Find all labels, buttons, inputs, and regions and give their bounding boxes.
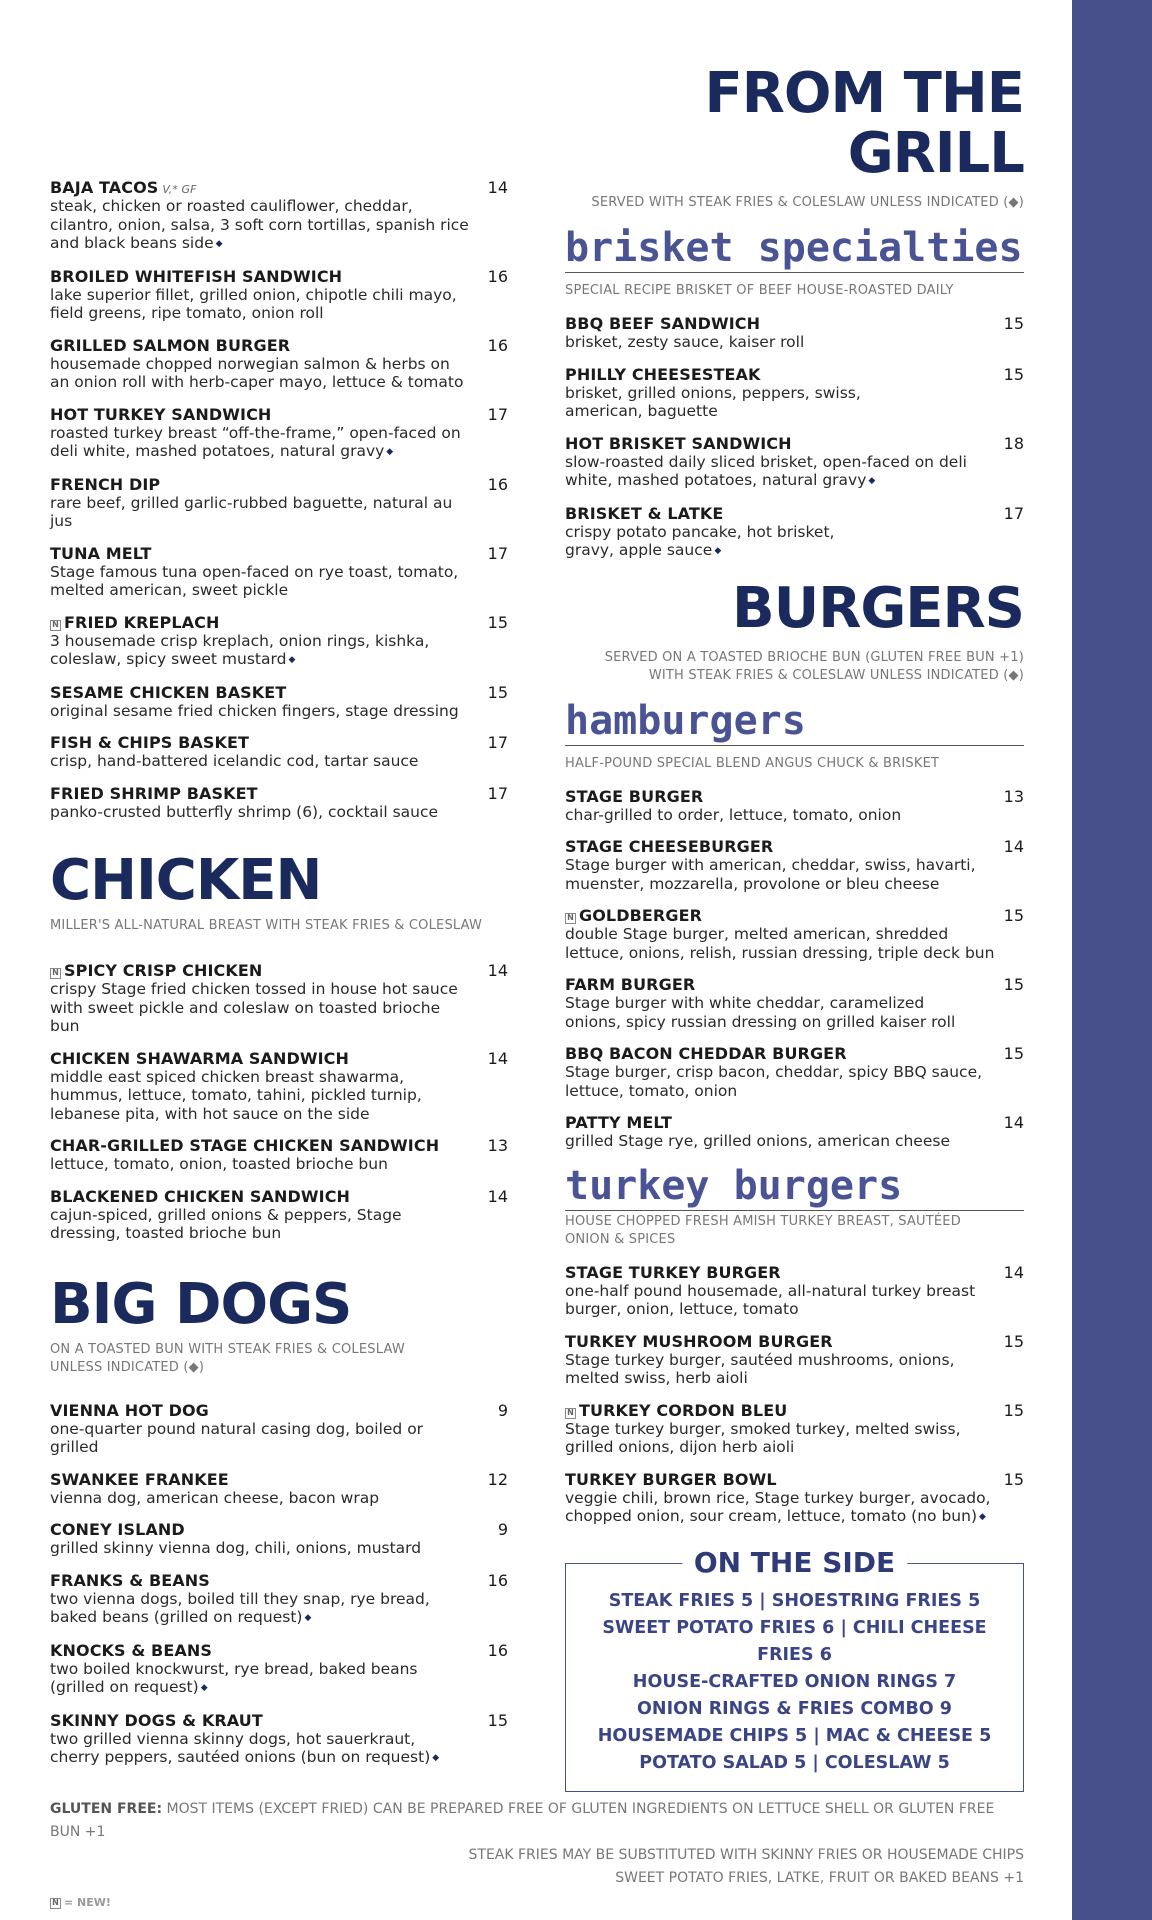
menu-item [50, 1571, 508, 1628]
grill-subtitle: SERVED WITH STEAK FRIES & COLESLAW UNLESS INDICATED (◆) [591, 195, 1024, 210]
item-price: 14 [487, 1186, 508, 1206]
new-badge-icon: N [565, 1408, 576, 1419]
item-price: 14 [1003, 837, 1024, 856]
item-description: grilled skinny vienna dog, chili, onions, mustard [50, 1539, 422, 1557]
divider [565, 1210, 1024, 1211]
menu-item [50, 733, 508, 771]
item-price: 14 [487, 178, 508, 197]
section-title: hamburgers [565, 697, 806, 744]
menu-item [50, 1187, 508, 1243]
diamond-icon: ◆ [979, 1512, 986, 1522]
chicken-section [50, 848, 508, 1243]
menu-item [565, 365, 1024, 421]
new-badge-icon: N [50, 1898, 61, 1909]
item-name: FARM BURGER [565, 975, 696, 994]
burgers-title: BURGERS [732, 575, 1024, 641]
item-price: 15 [487, 682, 508, 702]
item-name: TURKEY BURGER BOWL [565, 1469, 777, 1489]
item-description: vienna dog, american cheese, bacon wrap [50, 1488, 380, 1507]
diamond-icon: ◆ [868, 476, 876, 486]
item-description: grilled Stage rye, grilled onions, american cheese [565, 1132, 950, 1150]
menu-item [565, 906, 1024, 962]
item-description: char-grilled to order, lettuce, tomato, onion [565, 805, 902, 824]
menu-item [565, 1332, 1024, 1388]
item-description: double Stage burger, melted american, shredded lettuce, onions, relish, russian dressing, triple deck bun [565, 925, 995, 962]
item-description: Stage burger with american, cheddar, swiss, havarti, muenster, mozzarella, provolone or bleu cheese [565, 856, 976, 893]
dietary-tag: V,* GF [162, 183, 197, 196]
gluten-free-note [50, 1798, 1024, 1844]
item-price: 16 [487, 474, 508, 494]
item-name: STAGE BURGER [565, 786, 704, 806]
menu-item [565, 1401, 1024, 1457]
menu-item [50, 1641, 508, 1698]
menu-item [50, 1136, 508, 1174]
item-name: SESAME CHICKEN BASKET [50, 682, 287, 702]
item-description: one-half pound housemade, all-natural turkey breast burger, onion, lettuce, tomato [565, 1281, 976, 1318]
item-price: 14 [1003, 1262, 1024, 1282]
menu-item [50, 613, 508, 670]
diamond-icon: ◆ [200, 1683, 208, 1693]
item-name: STAGE TURKEY BURGER [565, 1262, 781, 1282]
gluten-free-label: GLUTEN FREE: [50, 1801, 163, 1817]
item-name: FRENCH DIP [50, 474, 161, 494]
grill-title: FROM THE GRILL [704, 61, 1024, 186]
item-description: 3 housemade crisp kreplach, onion rings, kishka, coleslaw, spicy sweet mustard [50, 631, 430, 668]
item-description: lettuce, tomato, onion, toasted brioche bun [50, 1155, 388, 1173]
item-name: SPICY CRISP CHICKEN [64, 961, 263, 980]
menu-item [50, 784, 508, 822]
menu-item [50, 475, 508, 531]
footer [50, 1798, 1024, 1909]
new-legend-text: = NEW! [64, 1896, 111, 1909]
left-column [50, 178, 508, 1781]
item-price: 9 [497, 1520, 508, 1539]
menu-item [50, 405, 508, 462]
item-name: PATTY MELT [565, 1113, 673, 1132]
item-name: BRISKET & LATKE [565, 503, 724, 523]
item-description: middle east spiced chicken breast shawarma, hummus, lettuce, tomato, tahini, pickled turnip, lebanese pita, with hot sauce on the side [50, 1067, 422, 1123]
item-description: crisp, hand-battered icelandic cod, tartar sauce [50, 752, 419, 770]
burgers-subtitle-2: WITH STEAK FRIES & COLESLAW UNLESS INDICATED (◆) [648, 667, 1024, 683]
item-price: 14 [1003, 1113, 1024, 1132]
brisket-section [565, 226, 1024, 561]
menu-item [50, 961, 508, 1036]
section-subtitle: HALF-POUND SPECIAL BLEND ANGUS CHUCK & BRISKET [565, 755, 940, 771]
item-price: 17 [487, 733, 508, 752]
item-name: HOT BRISKET SANDWICH [565, 433, 792, 453]
item-name: TURKEY CORDON BLEU [579, 1400, 788, 1420]
item-description: Stage turkey burger, smoked turkey, melted swiss, grilled onions, dijon herb aioli [565, 1419, 961, 1456]
item-name: CONEY ISLAND [50, 1520, 185, 1539]
burgers-subtitle-1: SERVED ON A TOASTED BRIOCHE BUN (GLUTEN FREE BUN +1) [604, 649, 1024, 665]
section-subtitle: ON A TOASTED BUN WITH STEAK FRIES & COLESLAW UNLESS INDICATED (◆) [50, 1341, 405, 1375]
item-price: 15 [1003, 1400, 1024, 1420]
item-description: one-quarter pound natural casing dog, boiled or grilled [50, 1419, 424, 1456]
right-column [565, 50, 1024, 1792]
item-description: Stage turkey burger, sautéed mushrooms, onions, melted swiss, herb aioli [565, 1350, 955, 1387]
substitution-note: STEAK FRIES MAY BE SUBSTITUTED WITH SKINNY FRIES OR HOUSEMADE CHIPS [468, 1847, 1024, 1863]
item-name: FRANKS & BEANS [50, 1570, 210, 1590]
item-description: veggie chili, brown rice, Stage turkey burger, avocado, chopped onion, sour cream, lettuce, tomato (no bun) [565, 1488, 991, 1525]
item-price: 14 [487, 1048, 508, 1068]
gluten-free-text: MOST ITEMS (EXCEPT FRIED) CAN BE PREPARED FREE OF GLUTEN INGREDIENTS ON LETTUCE SHELL OR GLUTEN FREE BUN +1 [50, 1801, 995, 1840]
item-description: slow-roasted daily sliced brisket, open-faced on deli white, mashed potatoes, natural gravy [565, 452, 967, 489]
diamond-icon: ◆ [714, 546, 722, 556]
item-name: FRIED KREPLACH [64, 612, 220, 632]
menu-item [565, 434, 1024, 491]
new-legend [50, 1896, 1024, 1909]
item-name: CHAR-GRILLED STAGE CHICKEN SANDWICH [50, 1136, 440, 1155]
diamond-icon: ◆ [386, 447, 394, 457]
sides-title: ON THE SIDE [682, 1546, 907, 1579]
menu-item [50, 1520, 508, 1558]
upcharge-note: SWEET POTATO FRIES, LATKE, FRUIT OR BAKED BEANS +1 [615, 1870, 1024, 1886]
section-title: brisket specialties [565, 225, 1023, 271]
item-price: 15 [1003, 1469, 1024, 1489]
item-price: 17 [487, 543, 508, 563]
item-price: 15 [487, 1710, 508, 1730]
item-name: SKINNY DOGS & KRAUT [50, 1710, 263, 1730]
item-name: GRILLED SALMON BURGER [50, 335, 291, 355]
sides-box [565, 1545, 1024, 1792]
item-price: 18 [1003, 433, 1024, 453]
big-dogs-section [50, 1271, 508, 1768]
menu-item [565, 787, 1024, 825]
item-name: FRIED SHRIMP BASKET [50, 783, 258, 803]
item-name: TUNA MELT [50, 543, 152, 563]
section-subtitle: MILLER'S ALL-NATURAL BREAST WITH STEAK FRIES & COLESLAW [50, 918, 483, 933]
item-description: housemade chopped norwegian salmon & herbs on an onion roll with herb-caper mayo, lettuce & tomato [50, 354, 464, 391]
sides-line: HOUSEMADE CHIPS 5 | MAC & CHEESE 5 [597, 1725, 992, 1746]
item-description: crispy potato pancake, hot brisket, gravy, apple sauce [565, 522, 835, 559]
menu-item [565, 504, 1024, 561]
item-price: 15 [487, 612, 508, 632]
item-price: 17 [487, 783, 508, 803]
section-subtitle: SPECIAL RECIPE BRISKET OF BEEF HOUSE-ROASTED DAILY [565, 283, 954, 298]
hamburgers-section [565, 699, 1024, 1151]
menu-item [565, 837, 1024, 893]
item-name: HOT TURKEY SANDWICH [50, 404, 272, 424]
item-description: two grilled vienna skinny dogs, hot sauerkraut, cherry peppers, sautéed onions (bun on request) [50, 1729, 431, 1766]
item-price: 15 [1003, 314, 1024, 333]
item-price: 9 [497, 1400, 508, 1420]
item-name: BLACKENED CHICKEN SANDWICH [50, 1186, 351, 1206]
item-price: 15 [1003, 1044, 1024, 1063]
item-description: two boiled knockwurst, rye bread, baked beans (grilled on request) [50, 1659, 418, 1696]
item-description: Stage burger, crisp bacon, cheddar, spicy BBQ sauce, lettuce, tomato, onion [565, 1063, 983, 1100]
divider [565, 272, 1024, 273]
item-description: steak, chicken or roasted cauliflower, cheddar, cilantro, onion, salsa, 3 soft corn tortillas, spanish rice and black beans side [50, 197, 469, 252]
grill-items [50, 178, 508, 821]
sides-line: ONION RINGS & FRIES COMBO 9 [637, 1698, 952, 1719]
sides-line: STEAK FRIES 5 | SHOESTRING FRIES 5 [608, 1590, 981, 1611]
diamond-icon: ◆ [288, 655, 296, 665]
sides-line: SWEET POTATO FRIES 6 | CHILI CHEESE FRIES 6 [602, 1617, 987, 1665]
item-description: rare beef, grilled garlic-rubbed baguette, natural au jus [50, 493, 453, 530]
new-badge-icon: N [50, 968, 61, 979]
item-price: 15 [1003, 975, 1024, 994]
item-name: TURKEY MUSHROOM BURGER [565, 1331, 833, 1351]
item-description: Stage burger with white cheddar, caramelized onions, spicy russian dressing on grilled kaiser roll [565, 994, 956, 1031]
menu-item [50, 1049, 508, 1124]
item-description: panko-crusted butterfly shrimp (6), cocktail sauce [50, 802, 439, 821]
item-description: crispy Stage fried chicken tossed in house hot sauce with sweet pickle and coleslaw on toasted brioche bun [50, 980, 458, 1035]
menu-item [565, 1113, 1024, 1151]
menu-item [50, 1401, 508, 1457]
item-price: 16 [487, 266, 508, 286]
menu-item [50, 267, 508, 323]
section-title: BIG DOGS [50, 1271, 352, 1337]
item-name: CHICKEN SHAWARMA SANDWICH [50, 1048, 350, 1068]
diamond-icon: ◆ [304, 1613, 312, 1623]
sides-line: POTATO SALAD 5 | COLESLAW 5 [639, 1752, 950, 1773]
item-name: PHILLY CHEESESTEAK [565, 364, 761, 384]
item-name: BAJA TACOS [50, 178, 159, 197]
menu-item [565, 1044, 1024, 1100]
menu-item [50, 544, 508, 600]
item-price: 17 [1003, 503, 1024, 523]
item-price: 16 [487, 335, 508, 355]
item-name: FISH & CHIPS BASKET [50, 733, 250, 752]
item-name: STAGE CHEESEBURGER [565, 837, 774, 856]
item-price: 16 [487, 1570, 508, 1590]
menu-item [50, 178, 508, 254]
turkey-burgers-section [565, 1164, 1024, 1527]
menu-item [50, 1711, 508, 1768]
item-description: brisket, grilled onions, peppers, swiss, american, baguette [565, 383, 861, 420]
menu-item [565, 1263, 1024, 1319]
item-name: GOLDBERGER [579, 906, 703, 925]
new-badge-icon: N [50, 620, 61, 631]
item-price: 15 [1003, 1331, 1024, 1351]
item-description: two vienna dogs, boiled till they snap, rye bread, baked beans (grilled on request) [50, 1589, 430, 1626]
item-price: 16 [487, 1640, 508, 1660]
item-price: 17 [487, 404, 508, 424]
diamond-icon: ◆ [432, 1753, 440, 1763]
item-description: original sesame fried chicken fingers, stage dressing [50, 701, 459, 720]
menu-item [565, 314, 1024, 352]
menu-item [565, 1470, 1024, 1527]
divider [565, 745, 1024, 746]
section-subtitle: HOUSE CHOPPED FRESH AMISH TURKEY BREAST, SAUTÉED ONION & SPICES [565, 1213, 961, 1247]
item-name: SWANKEE FRANKEE [50, 1469, 229, 1489]
sides-line: HOUSE-CRAFTED ONION RINGS 7 [632, 1671, 957, 1692]
new-badge-icon: N [565, 913, 576, 924]
section-title: turkey burgers [565, 1162, 903, 1209]
item-price: 14 [487, 961, 508, 980]
menu-item [50, 336, 508, 392]
menu-item [565, 975, 1024, 1031]
item-name: KNOCKS & BEANS [50, 1640, 212, 1660]
item-price: 15 [1003, 364, 1024, 384]
item-price: 13 [1003, 786, 1024, 806]
item-name: BBQ BACON CHEDDAR BURGER [565, 1044, 847, 1063]
item-description: lake superior fillet, grilled onion, chipotle chili mayo, field greens, ripe tomato, onion roll [50, 285, 457, 322]
decorative-sidebar [1072, 0, 1152, 1920]
menu-item [50, 683, 508, 721]
item-price: 13 [487, 1136, 508, 1155]
item-name: VIENNA HOT DOG [50, 1400, 209, 1420]
item-description: cajun-spiced, grilled onions & peppers, Stage dressing, toasted brioche bun [50, 1205, 402, 1242]
item-description: brisket, zesty sauce, kaiser roll [565, 333, 805, 351]
item-price: 15 [1003, 906, 1024, 925]
item-description: Stage famous tuna open-faced on rye toast, tomato, melted american, sweet pickle [50, 562, 459, 599]
section-title: CHICKEN [50, 848, 322, 913]
item-price: 12 [487, 1469, 508, 1489]
item-name: BROILED WHITEFISH SANDWICH [50, 266, 343, 286]
menu-item [50, 1470, 508, 1508]
diamond-icon: ◆ [215, 239, 223, 249]
item-name: BBQ BEEF SANDWICH [565, 314, 761, 333]
item-description: roasted turkey breast “off-the-frame,” open-faced on deli white, mashed potatoes, natural gravy [50, 423, 461, 460]
